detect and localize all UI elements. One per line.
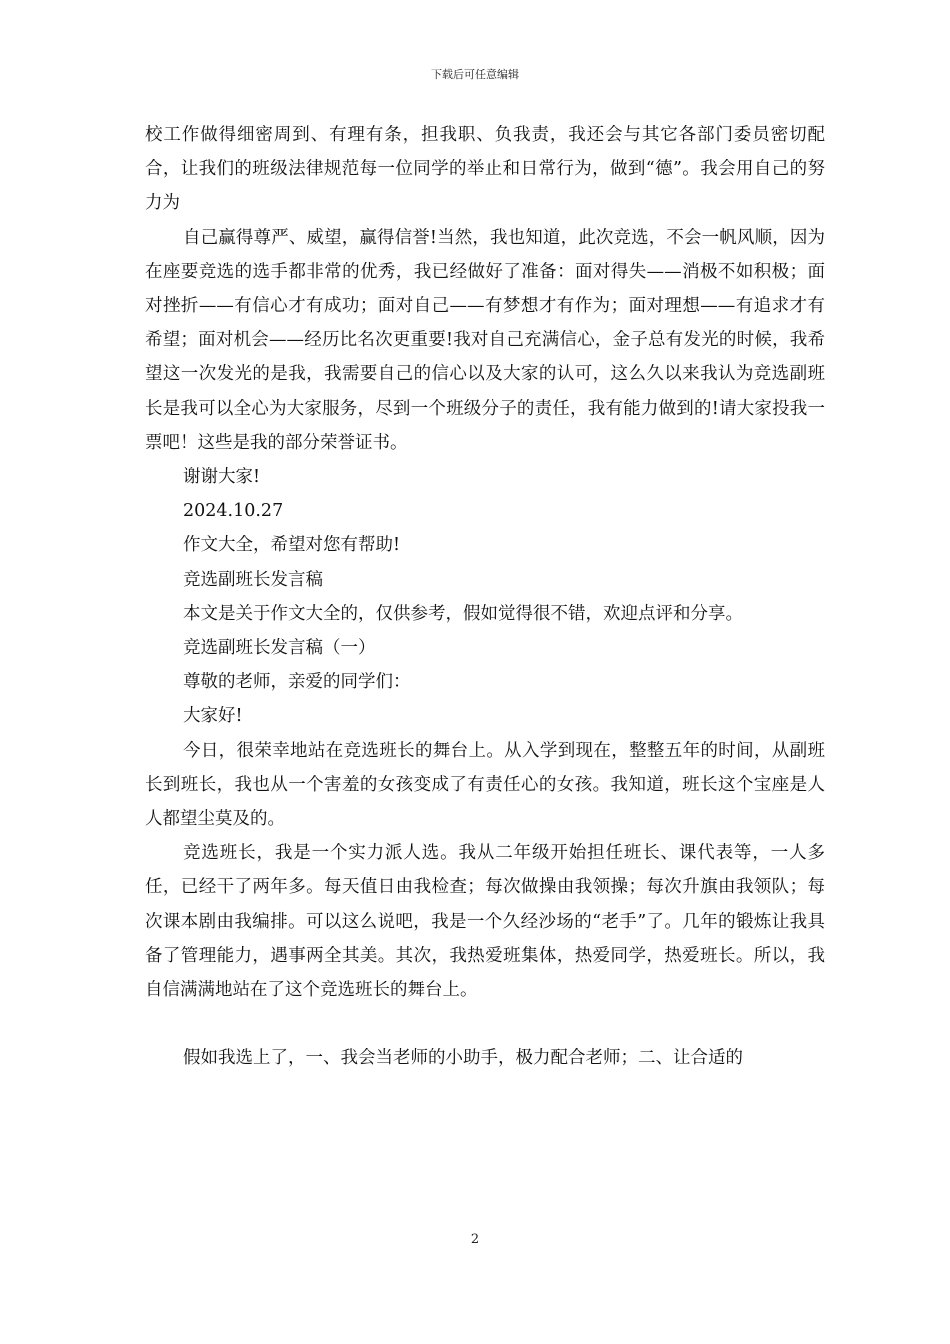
section-subtitle: 竞选副班长发言稿（一） — [183, 638, 376, 659]
section-title: 竞选副班长发言稿 — [183, 569, 323, 590]
paragraph: 自己赢得尊严、威望，赢得信誉!当然，我也知道，此次竞选，不会一帆风顺，因为在座要竞选的选手都非常的优秀，我已经做好了准备：面对得失——消极不如积极；面对挫折——有信心才有成功；面对自己——有梦想才有作为；面对理想——有追求才有希望；面对机会——经历比名次更重要!我对自己充满信心，金子总有发光的时候，我希望这一次发光的是我，我需要自己的信心以及大家的认可，这么久以来我认为竞选副班长是我可以全心为大家服务，尽到一个班级分子的责任，我有能力做到的!请大家投我一票吧！这些是我的部分荣誉证书。 — [145, 227, 825, 453]
paragraph: 假如我选上了，一、我会当老师的小助手，极力配合老师；二、让合适的 — [183, 1048, 743, 1069]
paragraph: 本文是关于作文大全的，仅供参考，假如觉得很不错，欢迎点评和分享。 — [183, 603, 743, 624]
page-number: 2 — [470, 1232, 480, 1247]
paragraph: 竞选班长，我是一个实力派人选。我从二年级开始担任班长、课代表等，一人多任，已经干了两年多。每天值日由我检查；每次做操由我领操；每次升旗由我领队；每次课本剧由我编排。可以这么说吧，我是一个久经沙场的“老手”了。几年的锻炼让我具备了管理能力，遇事两全其美。其次，我热爱班集体，热爱同学，热爱班长。所以，我自信满满地站在了这个竞选班长的舞台上。 — [145, 843, 825, 1001]
page-header: 下载后可任意编辑 — [431, 68, 519, 81]
greeting: 大家好! — [183, 706, 243, 727]
paragraph-thanks: 谢谢大家! — [183, 467, 261, 488]
document-body — [145, 118, 825, 1075]
salutation: 尊敬的老师，亲爱的同学们： — [183, 672, 411, 693]
paragraph-date: 2024.10.27 — [183, 501, 284, 522]
paragraph: 今日，很荣幸地站在竞选班长的舞台上。从入学到现在，整整五年的时间，从副班长到班长，我也从一个害羞的女孩变成了有责任心的女孩。我知道，班长这个宝座是人人都望尘莫及的。 — [145, 740, 825, 830]
paragraph: 作文大全，希望对您有帮助! — [183, 535, 401, 556]
paragraph-continuation: 校工作做得细密周到、有理有条，担我职、负我责，我还会与其它各部门委员密切配合，让我们的班级法律规范每一位同学的举止和日常行为，做到“德”。我会用自己的努力为 — [145, 125, 825, 214]
